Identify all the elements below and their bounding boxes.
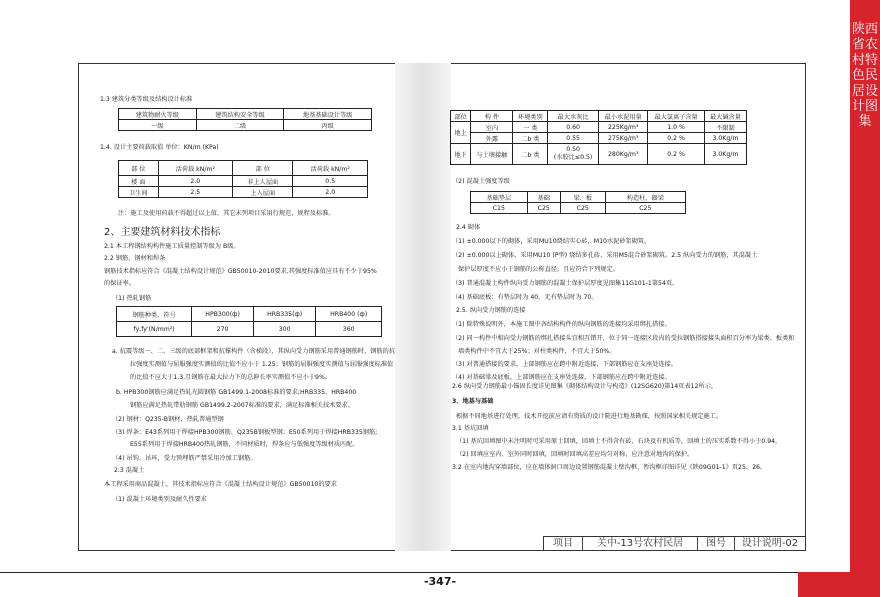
table-cell: 最大氯离子含量 (648, 111, 705, 122)
para-rebar: （1) 热轧钢筋 (112, 295, 152, 302)
load-note: 注：施工及使用荷载不得超过以上值，其它未列项目采用行规范、规程及标准。 (118, 210, 335, 217)
table-cell: 2.5 (158, 187, 233, 198)
table-row (119, 187, 368, 198)
table-rebar-strength (116, 306, 382, 337)
para-2-3-b: （1) 混凝土环境类别及耐久性要求 (112, 496, 207, 503)
para-2-5-4: （4) 对基础梁及底板，上部钢筋应在支座处连接，下部钢筋应在跨中附近连接。 (452, 374, 671, 381)
table-cell: 外露 (471, 133, 513, 144)
table-cell: 基础 (527, 192, 560, 203)
table-cell: fy,fy'(N/mm²) (117, 322, 192, 337)
para-2-6: 2.6 纵向受力钢筋最小锚固长度详见图集《砌体结构设计与构造》(12SG620)第14页表12所示。 (452, 383, 717, 390)
table-cell: 地上 (451, 122, 471, 144)
table-cell: 室内 (471, 122, 513, 133)
section-1-4: 1.4. 设计主要荷载取值 单位：KN/m (KPa) (100, 144, 219, 151)
table-cell: C15 (471, 203, 528, 214)
para-3-1-1: （1) 基坑回填图中未注明时可采用原土回填，回填土不得含有砖、石块及有机质等，回填土的压实系数不得小于0.94。 (456, 438, 782, 445)
table-cell: 最小水泥用量 (599, 111, 648, 122)
table-cell: 钢筋种类、符号 (117, 307, 192, 322)
table-cell: 270 (192, 322, 254, 337)
table-cell: 部位 (451, 111, 471, 122)
table-cell: 卫生间 (119, 187, 159, 198)
para-2-4-1: （1) ±0.000以下的砌体，采用MU10烧结实心砖，M10水泥砂浆砌筑。 (452, 238, 651, 245)
para-b-1: b. HPB300钢筋应满足热轧光圆钢筋 GB1499.1-2008标准的要求;HRB335、HRB400 (116, 389, 357, 396)
para-a-1: a. 抗震等级一、二、三级的底部框架和抗撑构件（含梯段），其纵向受力钢筋采用普通钢筋时，钢筋的抗 (112, 348, 396, 355)
table-cell: 基础垫层 (471, 192, 528, 203)
para-3-1: 3.1 基坑回填 (452, 425, 489, 432)
para-2-2-line2: 的保证率。 (104, 280, 135, 287)
table-cell: 2.0 (158, 176, 233, 187)
table-cell: 2.0 (293, 187, 368, 198)
center-fold (395, 63, 451, 551)
wc-ratio-note: (水胶比≤0.5) (553, 154, 593, 161)
table-cell: 280Kg/m³ (599, 144, 648, 165)
para-2-5-3: （3) 对普通搭接的要求，上部钢筋应在跨中附近连接，下部钢筋应在支座处连接。 (452, 361, 677, 368)
para-2-5-2a: （2) 同一构件中相向受力钢筋的绑扎搭接头宜相互错开，位于同一连接区段内的受拉钢筋搭接接头面积百分率为梁类、板类和 (452, 335, 795, 342)
table-cell: 3.0Kg/m (704, 144, 746, 165)
para-2-4: 2.4 砌体 (456, 224, 481, 231)
table-cell: 非上人屋面 (233, 176, 293, 187)
table-cell: 275Kg/m³ (599, 133, 648, 144)
table-row (119, 120, 372, 131)
para-2-5: 2.5. 纵向受力钢筋的连接 (456, 307, 526, 314)
title-block (543, 536, 805, 551)
table-cell: 225Kg/m³ (599, 122, 648, 133)
table-cell: 3.0Kg/m (704, 133, 746, 144)
sidebar-band (850, 0, 880, 597)
table-cell: 0.2 % (648, 133, 705, 144)
table-cell: HPB300(ф) (192, 307, 254, 322)
table-cell: 二b 类 (513, 144, 548, 165)
para-2-3-a: 本工程采用商品混凝土，其技术指标应符合《混凝土结构设计规范》GB50010的要求 (104, 481, 337, 488)
table-cell: 部 位 (119, 161, 159, 176)
table-row (117, 307, 382, 322)
table-cell: 不限制 (704, 122, 746, 133)
para-3-intro: 根据不同地基进行处理，技术开挖前应请有资质的设计院进行地基勘探，按照国家相关规定施工。 (456, 413, 723, 420)
table-cell: 环境类别 (513, 111, 548, 122)
table-cell: HRB335(ф) (253, 307, 316, 322)
table-cell: 二b 类 (513, 133, 548, 144)
table-cell: C25 (560, 203, 605, 214)
para-2-3: 2.3 混凝土 (114, 467, 145, 474)
para-electrode-2: E55系列用于焊接HRB400热轧钢筋，不同材质时，焊条应与低强度等级材质匹配。 (130, 441, 359, 448)
heading-foundation: 3、地基与基础 (452, 398, 494, 405)
para-b-2: 钢筋应满足热轧带肋钢筋 GB1499.2-2007标准的要求，满足标准相关技术要求。 (130, 402, 354, 409)
table-row (451, 144, 747, 165)
table-load-values (118, 160, 368, 198)
para-a-3: 的比值不应大于1.3,且钢筋在最大拉力下的总伸长率实测值不应小于9%。 (130, 374, 332, 381)
para-concrete-grade: （2) 混凝土强度等级 (452, 178, 510, 185)
table-row (451, 133, 747, 144)
table-cell: 0.2 % (648, 144, 705, 165)
para-2-1: 2.1 本工程钢结构构件施工质量控制等级为 B级。 (104, 243, 240, 250)
para-2-4-3: （3) 普通混凝土构件纵向受力钢筋的混凝土保护层厚度见图集11G101-1第54页。 (452, 280, 679, 287)
table-row (119, 109, 372, 120)
table-row (471, 192, 686, 203)
table-cell: 0.60 (548, 122, 599, 133)
table-cell: 一 类 (513, 122, 548, 133)
table-concrete-grade (470, 191, 686, 214)
para-3-1-2: （2) 回填应室内、室外同时回填，回填时回填高差应均匀对称，应注意对地沟的保护。 (456, 451, 694, 458)
table-row (451, 111, 747, 122)
para-2-4-4: （4) 基础底板：有垫层时为 40，无有垫层时为 70。 (452, 294, 598, 301)
table-cell: 活荷载 kN/m² (293, 161, 368, 176)
table-cell: 部 位 (233, 161, 293, 176)
table-cell: 最大碱含量 (704, 111, 746, 122)
table-cell: 0.55 (548, 133, 599, 144)
table-cell: HRB400 (ф) (316, 307, 382, 322)
table-cell: 构 件 (471, 111, 513, 122)
para-2-2: 2.2 钢筋、钢材和焊条 (104, 255, 166, 262)
para-hooks: （4) 吊钩、吊环，受力预埋筋严禁采用冷加工钢筋。 (112, 455, 257, 462)
table-cell: 一级 (119, 120, 197, 131)
title-drawing-no: 设计说明-02 (741, 538, 799, 549)
table-cell: 活荷载 kN/m² (158, 161, 233, 176)
para-2-2-line1: 钢筋技术指标应符合《混凝土结构设计规范》GB50010-2010要求,其强度标准值应具有不少于95% (104, 268, 377, 275)
section-1-3: 1.3 建筑分类等级及结构设计标准 (100, 96, 193, 103)
table-cell: 构造柱、圈梁 (605, 192, 685, 203)
para-a-2: 拉强度实测值与屈服强度实测值的比值不应小于 1.25；钢筋的屈服强度实测值与屈服强度标准值 (130, 361, 394, 368)
table-cell (548, 144, 599, 165)
table-cell: 最大水灰比 (548, 111, 599, 122)
table-cell: 二级 (196, 120, 284, 131)
sidebar-title: 陕西省农村特色民居设计图集 (851, 22, 878, 130)
table-cell: 360 (316, 322, 382, 337)
para-2-4-2b: 保护层厚度不应小于钢筋的公称直径，且应符合下列规定。 (458, 266, 619, 273)
table-cell: 楼 面 (119, 176, 159, 187)
table-cell: 300 (253, 322, 316, 337)
table-cell: 0.5 (293, 176, 368, 187)
table-cell: 1.0 % (648, 122, 705, 133)
table-cell: 上人屋面 (233, 187, 293, 198)
table-concrete-env (450, 110, 747, 165)
heading-materials: 2、主要建筑材料技术指标 (104, 227, 221, 238)
title-label-drawing-no: 图号 (698, 537, 735, 551)
table-cell: 建筑结构安全等级 (196, 109, 284, 120)
table-cell: 丙级 (284, 120, 372, 131)
table-row (119, 176, 368, 187)
table-row (119, 161, 368, 176)
table-cell: 地基基础设计等级 (284, 109, 372, 120)
table-row (451, 122, 747, 133)
table-row (117, 322, 382, 337)
table-cell: 梁、板 (560, 192, 605, 203)
table-row (471, 203, 686, 214)
table-cell: 建筑物耐火等级 (119, 109, 197, 120)
table-cell: C25 (605, 203, 685, 214)
table-cell: 与土壤接触 (471, 144, 513, 165)
title-label-project: 项目 (544, 537, 583, 551)
para-3-2: 3.2 在室内地沟穿墙部位，应在墙体洞口周边设置钢筋混凝土壁沟框，暂沟框详图详见《陕09G01-1》页25、26。 (452, 464, 767, 471)
para-steel: （2) 钢材：Q235-B钢材，热轧普通型钢 (112, 416, 224, 423)
para-2-4-2a: （2) ±0.000以上砌体，采用MU10 (P型) 烧结多孔砖，采用M5混合砂浆砌筑。2.5 纵向受力的钢筋，其混凝土 (452, 252, 758, 259)
table-building-class (118, 108, 372, 131)
table-cell: C25 (527, 203, 560, 214)
title-project-name: 关中-13号农村民居 (583, 537, 698, 551)
wc-ratio: 0.50 (566, 146, 580, 153)
para-electrode-1: （3) 焊条：E43系列用于焊接HPB300钢筋、Q235B钢板型钢；E50系列用于焊接HRB335钢筋; (112, 429, 378, 436)
para-2-5-1: （1) 除特殊说明外，本施工图中各结构构件的纵向钢筋的连接均采用绑扎搭接。 (452, 321, 671, 328)
footer-rule (0, 572, 798, 573)
table-cell: 地下 (451, 144, 471, 165)
page-number: -347- (423, 575, 457, 588)
para-2-5-2b: 墙类构件中不宜大于25%；对柱类构件，不宜大于50%。 (458, 348, 616, 355)
